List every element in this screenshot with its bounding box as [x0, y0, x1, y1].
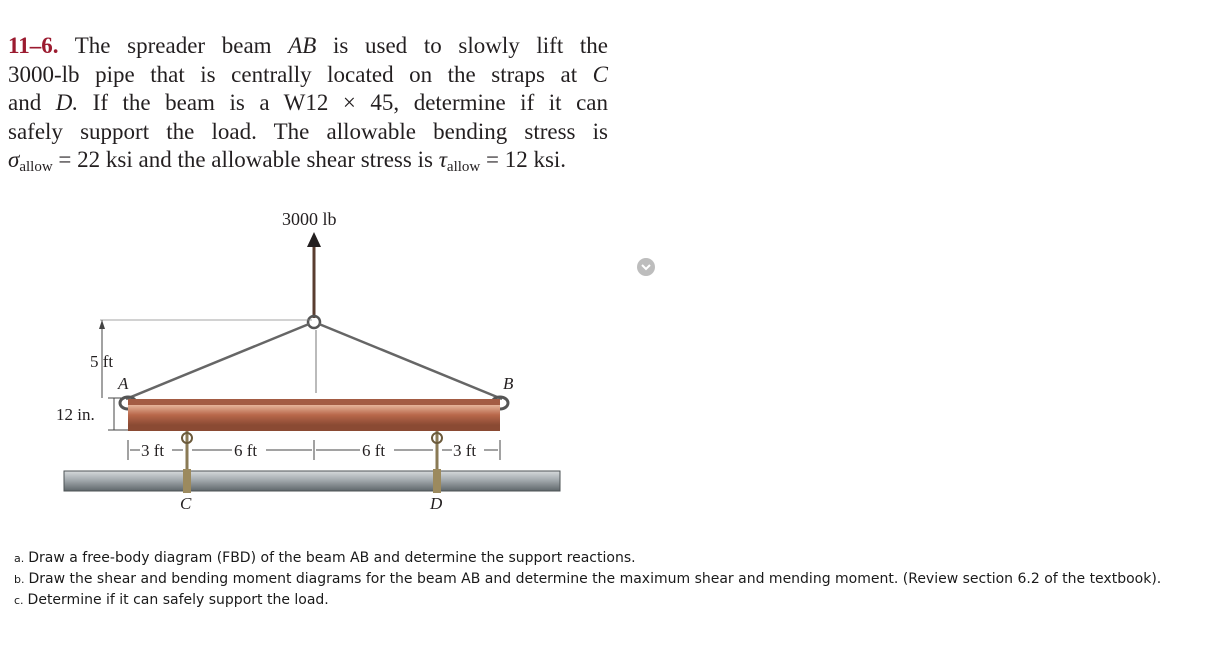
point-d-label: D: [430, 494, 443, 513]
spreader-beam-figure: [0, 190, 620, 530]
depth-label: 12 in.: [56, 405, 95, 424]
strap-c-band: [183, 469, 191, 493]
beam-top-flange: [128, 399, 500, 405]
sigma-symbol: σ: [8, 147, 20, 172]
question-list: [14, 548, 1214, 611]
problem-line-2: 3000-lb pipe that is centrally located on the straps at C: [8, 61, 608, 87]
problem-line-3: and D. If the beam is a W12 × 45, determine if it can: [8, 90, 608, 115]
problem-line-4: safely support the load. The allowable bending stress is: [8, 118, 608, 144]
load-label: 3000 lb: [282, 209, 337, 229]
height-dim-arrow-top: [99, 320, 105, 329]
point-c-label: C: [180, 494, 192, 513]
dim-left-label: 3 ft: [141, 441, 165, 460]
strap-d-band: [433, 469, 441, 493]
height-label: 5 ft: [90, 352, 114, 371]
beam-bottom-flange: [128, 425, 500, 431]
beam-name: AB: [288, 33, 317, 58]
dim-mid-left-label: 6 ft: [234, 441, 258, 460]
cable-left: [126, 324, 309, 399]
dim-mid-right-label: 6 ft: [362, 441, 386, 460]
dim-right-label: 3 ft: [453, 441, 477, 460]
tau-symbol: τ: [438, 147, 447, 172]
load-arrow-head: [307, 232, 321, 247]
expand-button[interactable]: [637, 258, 655, 276]
problem-line-1: 11–6. The spreader beam AB is used to slowly lift the: [8, 33, 608, 58]
question-item: b. Draw the shear and bending moment diagrams for the beam AB and determine the maximum shear and mending moment. (Review section 6.2 of the textbook).: [14, 571, 1162, 587]
question-item: c. Determine if it can safely support the load.: [14, 592, 329, 608]
problem-statement: [8, 32, 608, 182]
problem-line-5: $\sigma_{allow} = 22$ ksi and the allowable shear stress is $\tau_{allow} = 12$ ksi.: [8, 147, 567, 175]
problem-number: 11–6.: [8, 33, 59, 58]
sigma-subscript: allow: [19, 159, 53, 175]
chevron-down-icon: [637, 258, 655, 276]
tau-subscript: allow: [446, 159, 481, 175]
question-item: a. Draw a free-body diagram (FBD) of the beam AB and determine the support reactions.: [14, 550, 636, 566]
cable-right: [319, 324, 502, 399]
point-b-label: B: [503, 374, 514, 393]
pipe: [64, 471, 560, 491]
point-a-label: A: [118, 374, 129, 393]
beam-web: [128, 405, 500, 425]
